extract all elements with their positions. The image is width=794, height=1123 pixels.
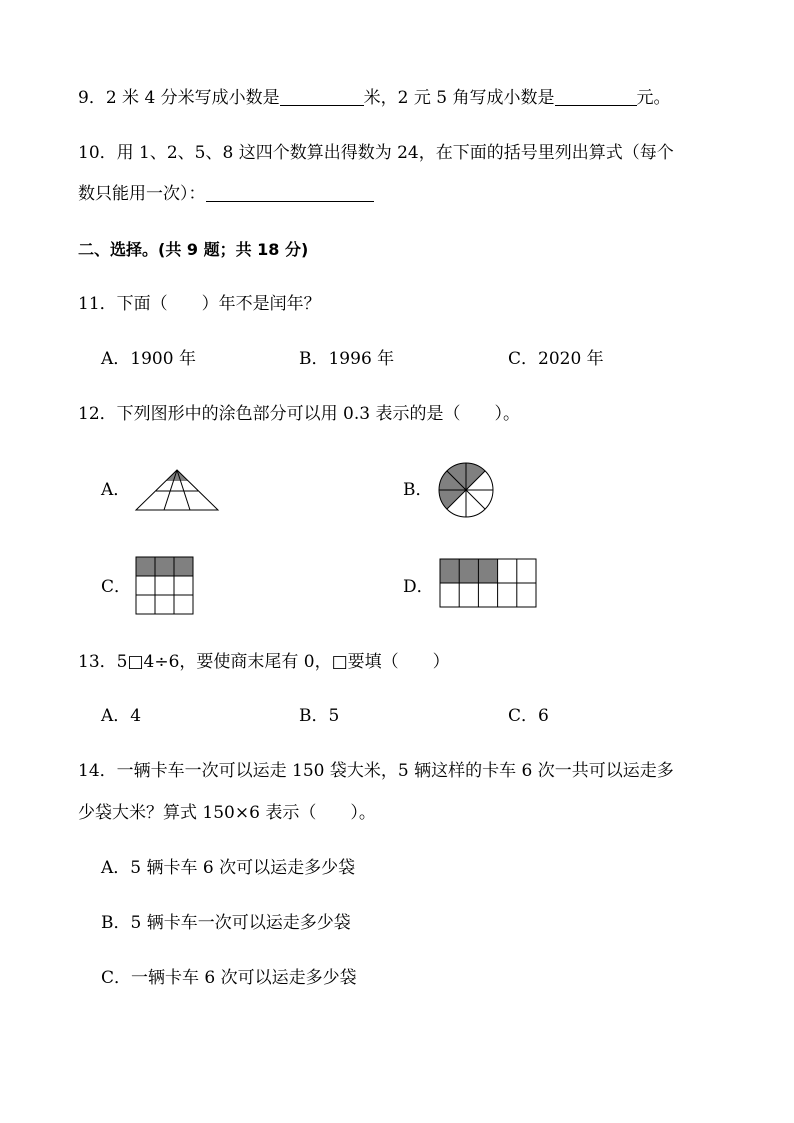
q10-blank[interactable]: [206, 183, 374, 202]
q10-text-2: 数只能用一次）：: [78, 184, 206, 204]
option-b-circle-figure: [438, 460, 496, 520]
q12-stem: 12．下列图形中的涂色部分可以用 0.3 表示的是（ ）。: [78, 404, 520, 424]
triangle-shaded-tip: [166, 470, 188, 481]
q14-line-2: 少袋大米？算式 150×6 表示（ ）。: [78, 803, 376, 823]
q9-blank-2[interactable]: [555, 87, 637, 106]
q14-option-a[interactable]: A．5 辆卡车 6 次可以运走多少袋: [101, 858, 356, 878]
q14-option-c[interactable]: C．一辆卡车 6 次可以运走多少袋: [101, 968, 357, 988]
q9-blank-1[interactable]: [280, 87, 364, 106]
q11-option-c[interactable]: C．2020 年: [508, 349, 604, 369]
option-d-grid-figure: [438, 557, 539, 611]
question-9: [78, 86, 671, 110]
q13-option-b[interactable]: B．5: [299, 706, 340, 726]
q13-option-c[interactable]: C．6: [508, 706, 549, 726]
option-c-grid-figure: [134, 555, 196, 617]
q13-option-a[interactable]: A．4: [101, 706, 142, 726]
section-2-title: 二、选择。(共 9 题；共 18 分): [78, 240, 309, 259]
option-a-triangle-figure: [134, 466, 220, 514]
q14-option-b[interactable]: B．5 辆卡车一次可以运走多少袋: [101, 913, 351, 933]
q10-line-1: 10．用 1、2、5、8 这四个数算出得数为 24，在下面的括号里列出算式（每个: [78, 143, 674, 163]
q13-stem: 13．5□4÷6，要使商末尾有 0，□要填（ ）: [78, 652, 450, 672]
q14-line-1: 14．一辆卡车一次可以运走 150 袋大米，5 辆这样的卡车 6 次一共可以运走多: [78, 761, 674, 781]
q11-stem: 11．下面（ ）年不是闰年？: [78, 294, 321, 314]
q12-label-d[interactable]: D．: [403, 577, 434, 597]
q9-text-3: 元。: [636, 88, 671, 108]
q12-label-c[interactable]: C．: [101, 577, 132, 597]
q12-label-a[interactable]: A．: [101, 480, 131, 500]
q11-option-a[interactable]: A．1900 年: [101, 349, 196, 369]
q9-text-2: 米，2 元 5 角写成小数是: [363, 88, 555, 108]
q9-text-1: 2 米 4 分米写成小数是: [105, 88, 280, 108]
question-10-line-2: [78, 182, 374, 206]
q12-label-b[interactable]: B．: [403, 480, 433, 500]
q9-number: 9．: [78, 88, 106, 108]
q11-option-b[interactable]: B．1996 年: [299, 349, 395, 369]
